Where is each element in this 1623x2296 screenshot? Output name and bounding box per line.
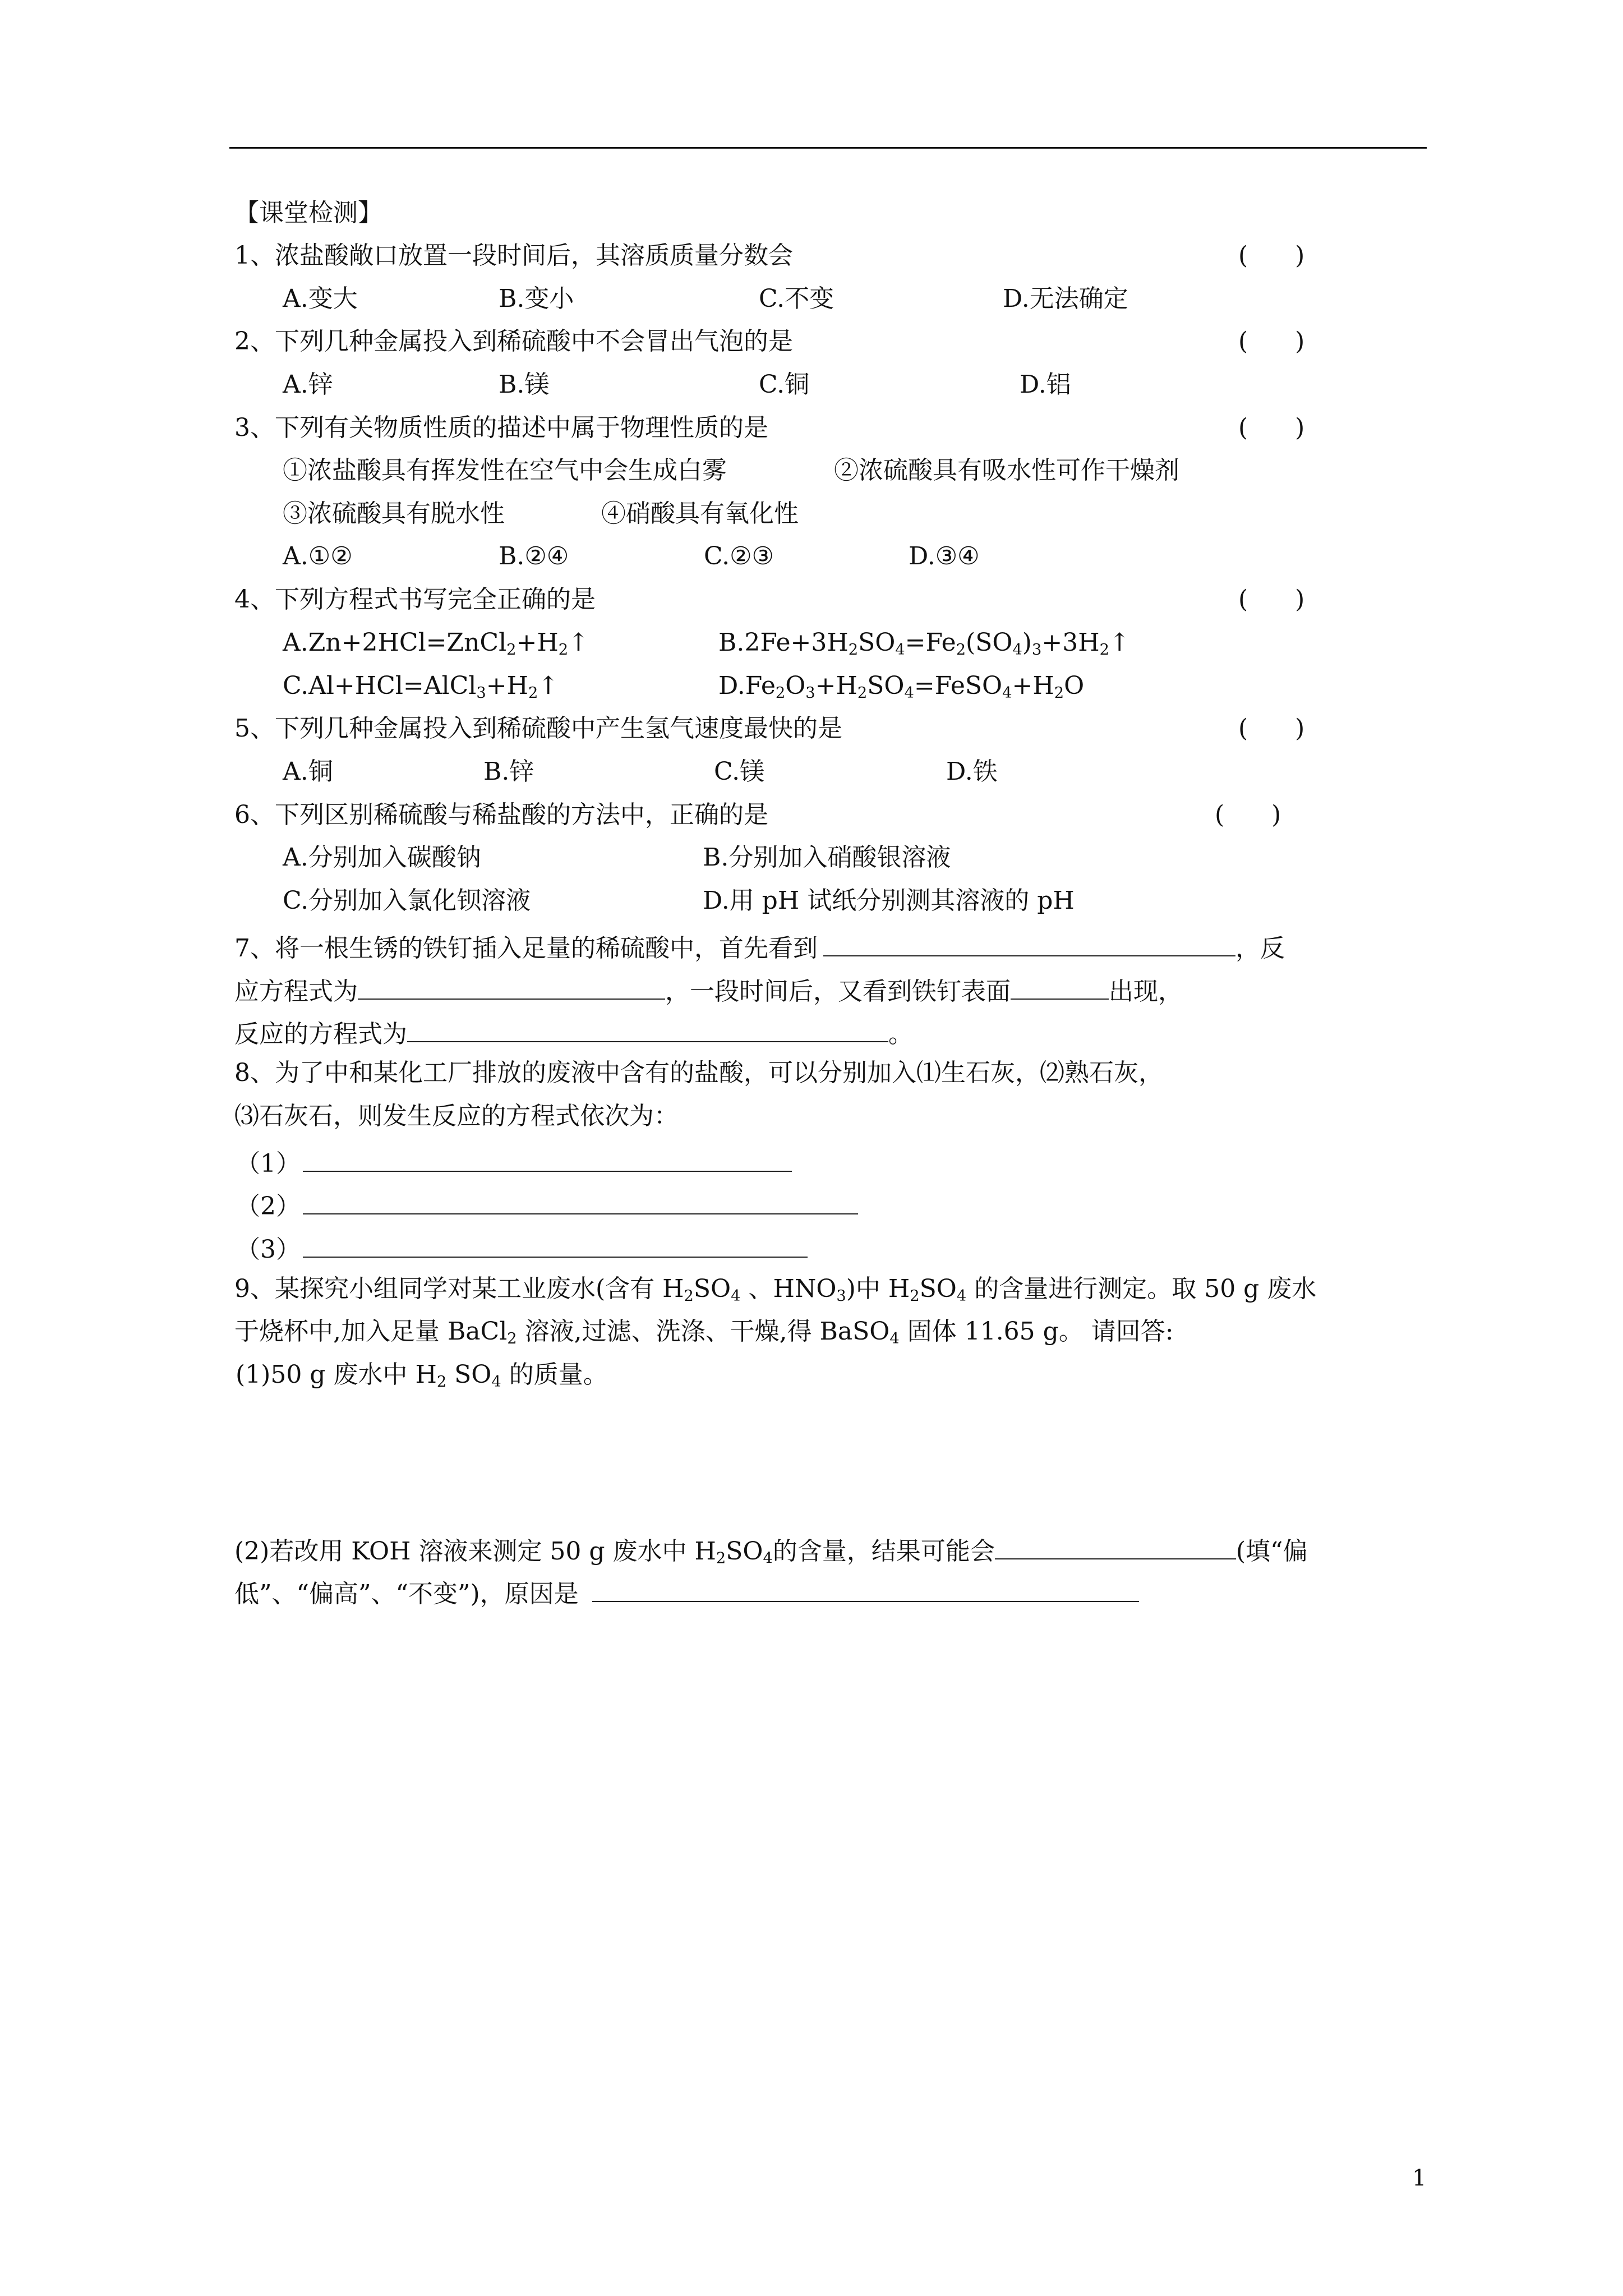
q9-part-2-line-1: (2)若改用 KOH 溶液来测定 50 g 废水中 $H_2SO_4$的含量，结果可能会 (填“偏 [234, 1535, 1308, 1564]
q3-option-c: C.②③ [704, 542, 774, 570]
q4-option-d: $D.Fe_2O_3+H_2SO_4=FeSO_4+H_2O$ [718, 671, 1085, 702]
q9-part-1: (1)50 g 废水中 $H_2$ $SO_4$ 的质量。 [236, 1360, 608, 1391]
q1-option-d: D.无法确定 [1003, 284, 1128, 313]
question-3: 3、下列有关物质性质的描述中属于物理性质的是 [234, 413, 768, 442]
q3-statement-2: ②浓硫酸具有吸水性可作干燥剂 [834, 456, 1179, 485]
q1-option-a: A.变大 [283, 284, 358, 313]
q3-statement-1: ①浓盐酸具有挥发性在空气中会生成白雾 [283, 456, 727, 485]
q5-option-a: A.铜 [283, 757, 333, 786]
q7-blank-surface[interactable] [1011, 975, 1109, 1000]
question-5: 5、下列几种金属投入到稀硫酸中产生氢气速度最快的是 [234, 714, 842, 743]
q9-part-2-line-2: 低”、“偏高”、“不变”)，原因是 [234, 1577, 1139, 1607]
q4-option-c: $C.Al+HCl=AlCl_3+H_2↑$ [283, 671, 559, 702]
question-4: 4、下列方程式书写完全正确的是 [234, 585, 596, 614]
question-1: 1、浓盐酸敞口放置一段时间后，其溶质质量分数会 [234, 241, 793, 270]
answer-paren-4: ( ) [1238, 585, 1305, 614]
section-title: 【课堂检测】 [234, 199, 382, 227]
q8-blank-1[interactable] [303, 1147, 792, 1172]
q7-blank-observation[interactable] [823, 932, 1235, 956]
question-8-line-1: 8、为了中和某化工厂排放的废液中含有的盐酸，可以分别加入⑴生石灰，⑵熟石灰， [234, 1059, 1163, 1087]
question-7-line-2: 应方程式为 ，一段时间后，又看到铁钉表面 出现， [234, 975, 1183, 1004]
q8-blank-3[interactable] [303, 1233, 808, 1258]
q7-blank-equation-2[interactable] [407, 1018, 888, 1042]
answer-paren-2: ( ) [1238, 327, 1305, 356]
answer-paren-5: ( ) [1238, 714, 1305, 743]
q8-item-2: （2） [236, 1190, 858, 1219]
question-7-line-3: 反应的方程式为 。 [234, 1018, 913, 1047]
q8-item-1: （1） [236, 1147, 792, 1176]
question-9-line-1: 9、某探究小组同学对某工业废水(含有 $H_2SO_4$ 、$HNO_3$)中 $H_2SO_4$ 的含量进行测定。取 50 g 废水 [234, 1274, 1317, 1305]
q2-option-d: D.铝 [1020, 370, 1071, 399]
q2-option-b: B.镁 [499, 370, 550, 399]
q7-blank-equation-1[interactable] [358, 975, 665, 1000]
page-number: 1 [1412, 2165, 1427, 2191]
q3-option-a: A.①② [283, 542, 353, 570]
q2-option-a: A.锌 [283, 370, 333, 399]
q9-blank-reason[interactable] [592, 1577, 1139, 1602]
q8-item-3: （3） [236, 1233, 808, 1262]
q6-option-b: B.分别加入硝酸银溶液 [703, 843, 951, 872]
q4-option-a: $A.Zn+2HCl=ZnCl_2+H_2↑$ [283, 628, 589, 659]
q6-option-c: C.分别加入氯化钡溶液 [283, 886, 531, 915]
q3-option-b: B.②④ [499, 542, 569, 570]
q5-option-c: C.镁 [714, 757, 765, 786]
question-9-line-2: 于烧杯中,加入足量 BaCl$_2$ 溶液,过滤、洗涤、干燥,得 BaSO$_4$ 固体 11.65 g。 请回答: [234, 1317, 1174, 1347]
q5-option-b: B.锌 [483, 757, 534, 786]
question-6: 6、下列区别稀硫酸与稀盐酸的方法中，正确的是 [234, 800, 768, 829]
question-2: 2、下列几种金属投入到稀硫酸中不会冒出气泡的是 [234, 327, 793, 356]
question-8-line-2: ⑶石灰石，则发生反应的方程式依次为： [234, 1102, 679, 1130]
q1-option-b: B.变小 [499, 284, 574, 313]
answer-paren-3: ( ) [1238, 413, 1305, 442]
question-7-line-1: 7、将一根生锈的铁钉插入足量的稀硫酸中，首先看到 ，反 [234, 932, 1285, 961]
q9-blank-result[interactable] [995, 1535, 1236, 1559]
q4-option-b: $B.2Fe+3H_2SO_4=Fe_2(SO_4)_3+3H_2↑$ [718, 628, 1130, 659]
q3-option-d: D.③④ [909, 542, 980, 570]
q3-statement-4: ④硝酸具有氧化性 [601, 499, 799, 528]
header-rule [229, 147, 1427, 149]
q1-option-c: C.不变 [759, 284, 834, 313]
q6-option-a: A.分别加入碳酸钠 [283, 843, 481, 872]
answer-paren-1: ( ) [1238, 241, 1305, 270]
q6-option-d: D.用 pH 试纸分别测其溶液的 pH [703, 886, 1075, 915]
q8-blank-2[interactable] [303, 1190, 858, 1214]
q2-option-c: C.铜 [759, 370, 810, 399]
q5-option-d: D.铁 [946, 757, 998, 786]
answer-paren-6: ( ) [1215, 800, 1281, 829]
q3-statement-3: ③浓硫酸具有脱水性 [283, 499, 505, 528]
